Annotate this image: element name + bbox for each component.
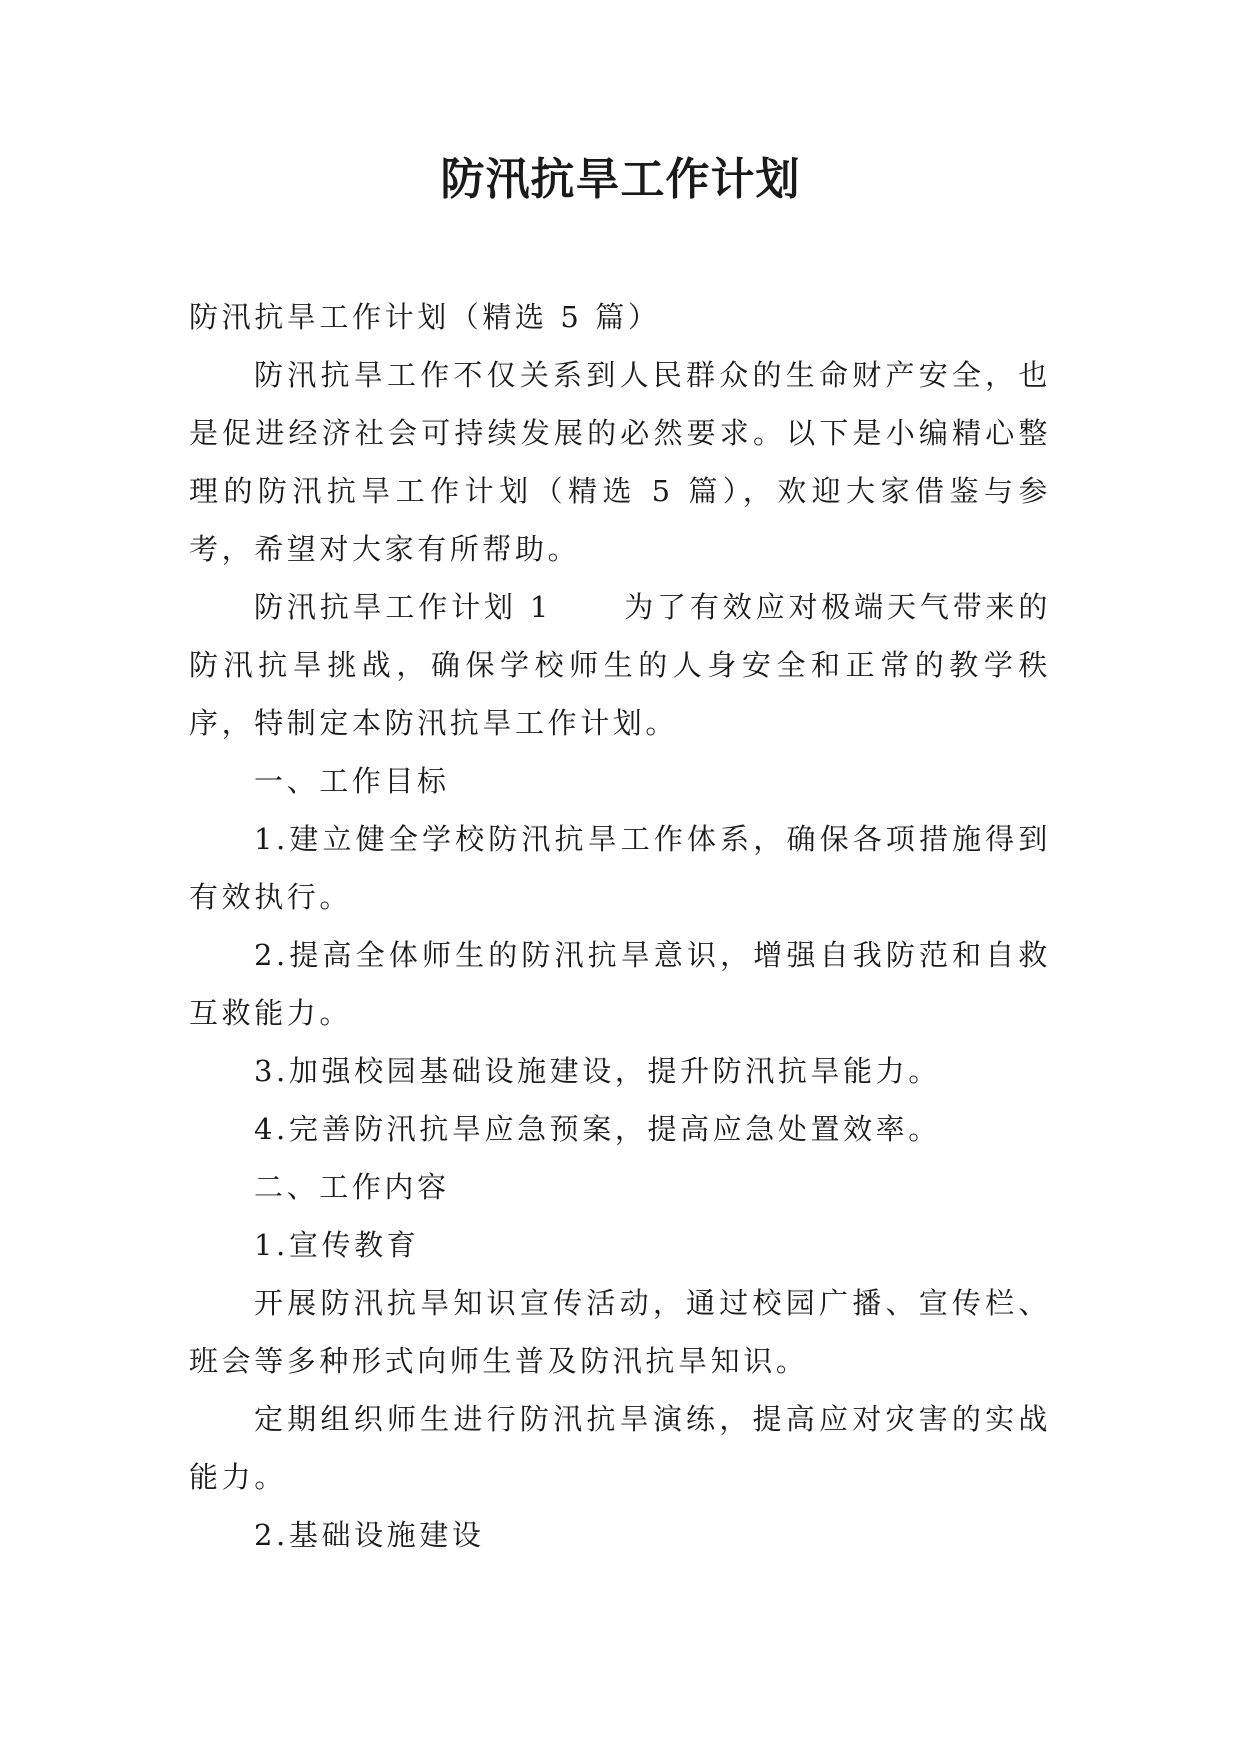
item1-paragraph: 定期组织师生进行防汛抗旱演练，提高应对灾害的实战能力。 (189, 1402, 1051, 1494)
goal-item: 2.提高全体师生的防汛抗旱意识，增强自我防范和自救互救能力。 (189, 938, 1051, 1030)
item2-heading: 2.基础设施建设 (254, 1518, 485, 1552)
goal-item: 4.完善防汛抗旱应急预案，提高应急处置效率。 (254, 1112, 941, 1146)
plan1-paragraph (189, 578, 1051, 752)
goal-item: 3.加强校园基础设施建设，提升防汛抗旱能力。 (254, 1054, 941, 1088)
intro-paragraph: 防汛抗旱工作不仅关系到人民群众的生命财产安全，也是促进经济社会可持续发展的必然要求。以下是小编精心整理的防汛抗旱工作计划（精选 5 篇），欢迎大家借鉴与参考，希望对大家有所帮助。 (189, 358, 1051, 566)
section2-heading: 二、工作内容 (254, 1170, 450, 1204)
document-title: 防汛抗旱工作计划 (440, 154, 801, 205)
section1-heading: 一、工作目标 (254, 764, 450, 798)
item1-paragraph: 开展防汛抗旱知识宣传活动，通过校园广播、宣传栏、班会等多种形式向师生普及防汛抗旱知识。 (189, 1286, 1051, 1378)
plan1-heading: 防汛抗旱工作计划 1 (254, 590, 552, 624)
goal-item: 1.建立健全学校防汛抗旱工作体系，确保各项措施得到有效执行。 (189, 822, 1051, 914)
document-body (189, 288, 1051, 1564)
plan1-intro: 为了有效应对极端天气带来的防汛抗旱挑战，确保学校师生的人身安全和正常的教学秩序，特制定本防汛抗旱工作计划。 (189, 590, 1051, 740)
item1-heading: 1.宣传教育 (254, 1228, 420, 1262)
document-subtitle: 防汛抗旱工作计划（精选 5 篇） (189, 300, 661, 334)
